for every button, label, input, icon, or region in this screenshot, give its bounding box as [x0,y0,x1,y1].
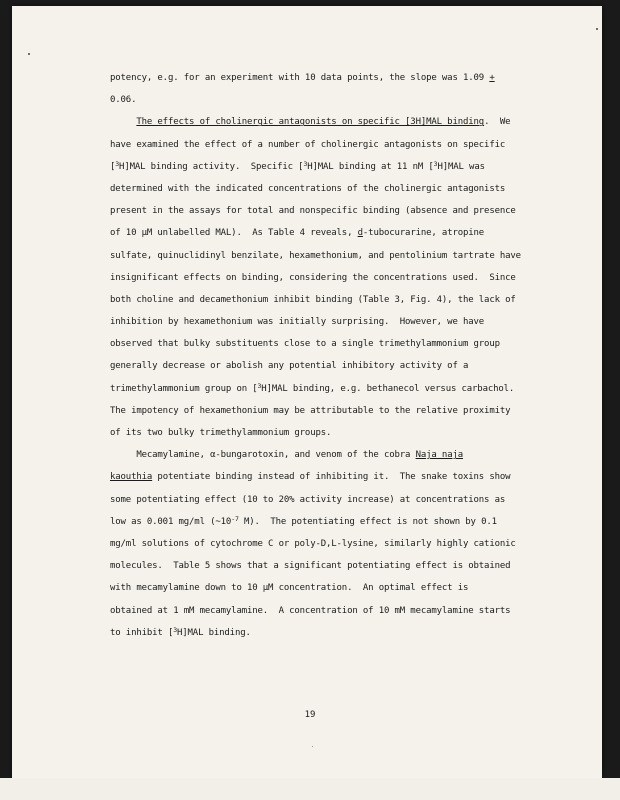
text-run: obtained at 1 mM mecamylamine. A concentration of 10 mM mecamylamine starts [110,605,511,616]
text-line [110,178,550,200]
text-run: The impotency of hexamethonium may be attributable to the relative proximity [110,405,511,416]
superscript: 3 [115,159,120,168]
page-number: 19 [304,710,316,720]
text-line [110,533,550,555]
text-line [110,111,550,133]
text-line [110,400,550,422]
text-run: H]MAL binding. [177,627,251,638]
text-run: potentiate binding instead of inhibiting it. The snake toxins show [152,472,511,483]
text-line [110,422,550,444]
text-run: [ [110,161,116,172]
text-line [110,311,550,333]
paper-speck [596,28,598,30]
text-line [110,222,550,244]
text-run: trimethylammonium group on [ [110,383,258,394]
text-line [110,156,550,178]
superscript: 3 [303,159,308,168]
text-run: of its two bulky trimethylammonium groups. [110,428,332,438]
text-line [110,466,550,488]
underlined-text: d [357,228,363,239]
text-run [110,117,136,127]
text-run: some potentiating effect (10 to 20% activity increase) at concentrations as [110,494,506,505]
text-run: M). The potentiating effect is not shown by 0.1 [238,516,497,527]
body-text [110,67,550,644]
text-run: with mecamylamine down to 10 µM concentration. An optimal effect is [110,583,469,594]
text-run: have examined the effect of a number of cholinergic antagonists on specific [110,139,506,150]
text-run: to inhibit [ [110,627,174,638]
text-line [110,511,550,533]
text-run: sulfate, quinuclidinyl benzilate, hexamethonium, and pentolinium tartrate have [110,250,521,261]
superscript: 3 [173,625,177,634]
text-run: H]MAL binding activity. Specific [ [119,161,304,172]
text-line [110,622,550,644]
text-line [110,267,550,289]
text-run: observed that bulky substituents close to a single trimethylammonium group [110,339,500,350]
text-run: . We [484,117,511,128]
text-line [110,378,550,400]
text-run: of 10 µM unlabelled MAL). As Table 4 reveals, [110,228,358,239]
text-run: potency, e.g. for an experiment with 10 data points, the slope was 1.09 [110,73,490,83]
underlined-text: The effects of cholinergic antagonists on specific [3H]MAL binding [136,117,485,128]
underlined-text: kaouthia [110,472,153,483]
scan-background-strip [0,778,620,800]
text-run: determined with the indicated concentrations of the cholinergic antagonists [110,183,506,194]
text-run: low as 0.001 mg/ml (~10 [110,516,232,527]
superscript: -7 [231,514,239,523]
text-run: both choline and decamethonium inhibit binding (Table 3, Fig. 4), the lack of [110,294,516,305]
text-run: -tubocurarine, atropine [362,228,485,239]
text-line [110,289,550,311]
text-run: present in the assays for total and nonspecific binding (absence and presence [110,206,516,217]
text-line [110,489,550,511]
text-line [110,200,550,222]
text-run: 0.06. [110,95,137,106]
text-line [110,444,550,466]
underlined-text: Naja naja [415,450,463,461]
underlined-text: + [489,73,495,83]
text-line [110,577,550,599]
text-line [110,555,550,577]
text-run: molecules. Table 5 shows that a significant potentiating effect is obtained [110,561,511,572]
text-run: insignificant effects on binding, considering the concentrations used. Since [110,272,516,283]
text-line [110,89,550,111]
text-line [110,355,550,377]
text-line [110,134,550,156]
paper-speck [312,746,313,747]
text-run: H]MAL was [437,161,485,172]
superscript: 3 [433,159,438,168]
text-run: mg/ml solutions of cytochrome C or poly-D,L-lysine, similarly highly cationic [110,538,516,549]
text-line [110,67,550,89]
text-line [110,245,550,267]
text-run: H]MAL binding at 11 nM [ [307,161,434,172]
text-run: Mecamylamine, α-bungarotoxin, and venom of the cobra [110,450,416,461]
text-run: inhibition by hexamethonium was initially surprising. However, we have [110,317,485,328]
text-run: generally decrease or abolish any potential inhibitory activity of a [110,361,469,372]
superscript: 3 [257,381,262,390]
text-run: H]MAL binding, e.g. bethanecol versus carbachol. [261,383,515,394]
text-line [110,600,550,622]
paper-speck [28,53,30,55]
text-line [110,333,550,355]
